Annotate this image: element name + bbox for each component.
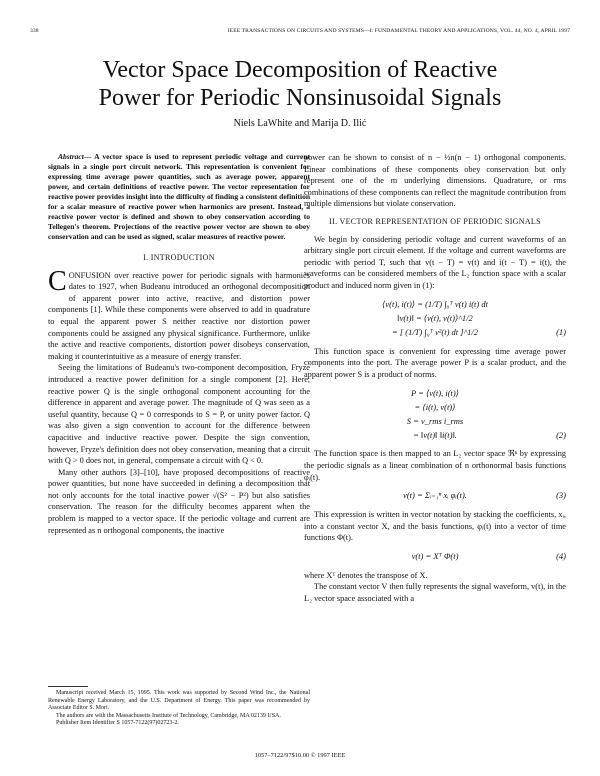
right-paragraph-6: where Xᵀ denotes the transpose of X. (304, 570, 428, 580)
eq2-line4 (304, 428, 566, 442)
eq4-number: (4) (556, 551, 566, 562)
eq2-line3: S = v_rms i_rms (406, 415, 464, 426)
running-header (30, 28, 570, 38)
paper-title (0, 56, 600, 112)
intro-paragraph-3: Many other authors [3]–[10], have proposed decompositions of reactive power quantities, but none have succeeded in defining a decomposition that not only accounts for the total inactive power √(S² − P²) but also satisfies conservation. The reason for the difficulty becomes apparent when the problem is mapped to a vector space. If the periodic voltage and current are represented as n orthogonal components, the inactive (48, 467, 310, 535)
running-title: IEEE TRANSACTIONS ON CIRCUITS AND SYSTEMS—I: FUNDAMENTAL THEORY AND APPLICATIONS, VOL. 44, NO. 4, APRIL 1997 (227, 28, 570, 34)
footnote-rule (48, 686, 88, 687)
right-paragraph-7: The constant vector V then fully represents the signal waveform, v(t), in the L₂ vector space associated with a (304, 582, 566, 604)
page-number: 338 (30, 28, 39, 34)
right-column (304, 152, 566, 605)
right-paragraph-5: This expression is written in vector notation by stacking the coefficients, xᵢ, into a constant vector X, and the basis functions, φᵢ(t) into a vector of time functions Φ(t). (304, 510, 566, 543)
title-line-2: Power for Periodic Nonsinusoidal Signals (98, 85, 502, 111)
section-2-heading: II. VECTOR REPRESENTATION OF PERIODIC SIGNALS (329, 216, 541, 226)
footnote-1: Manuscript received March 15, 1995. This work was supported by Second Wind Inc., the National Renewable Energy Laboratory, and the U.S. Department of Energy. This paper was recommended by Associate Editor S. Mori. (48, 690, 310, 712)
title-line-1: Vector Space Decomposition of Reactive (102, 57, 498, 83)
authors: Niels LaWhite and Marija D. Ilić (233, 118, 367, 129)
intro-paragraph-1 (48, 265, 310, 363)
footnotes (48, 690, 310, 728)
footnote-3: Publisher Item Identifier S 1057-7122(97)02723-2. (56, 720, 179, 727)
eq4-text: v(t) = Xᵀ Φ(t) (411, 551, 459, 562)
eq1-line3 (304, 326, 566, 340)
eq1-line2: ‖v(t)‖ = ⟨v(t), v(t)⟩^1/2 (397, 312, 473, 323)
abstract-label: Abstract— (58, 152, 92, 161)
equation-4 (304, 550, 566, 564)
eq2-line1: P = ⟨v(t), i(t)⟩ (410, 387, 460, 398)
eq3-text: v(t) = Σᵢ₌₁ⁿ xᵢ φᵢ(t). (403, 490, 467, 501)
right-paragraph-2: We begin by considering periodic voltage and current waveforms of an arbitrary single port circuit element. If the voltage and current waveforms are periodic with period T, such that v(t − T) = v(t) and i(t − T) = i(t), the waveforms can be considered members of the L₂ function space with a scalar product and induced norm given in (1): (304, 234, 566, 290)
left-column (48, 152, 310, 536)
footnote-2: The authors are with the Massachusetts Institute of Technology, Cambridge, MA 02139 USA. (56, 712, 281, 719)
eq1-number: (1) (556, 326, 566, 337)
eq2-line2: = ⟨i(t), v(t)⟩ (414, 401, 456, 412)
equation-2 (304, 386, 566, 442)
drop-cap: C (48, 265, 67, 297)
intro-paragraph-2: Seeing the limitations of Budeanu's two-component decomposition, Fryze introduced a reactive power definition for a single component [2]. Here, reactive power Q is the single orthogonal component accounting for the difference in apparent and average power. The magnitude of Q was seen as a useful quantity, because Q = 0 corresponds to S = P, or unity power factor. Q was also given a sign convention to account for the difference between capacitive and inductive reactive power. Despite the sign convention, however, Fryze's definition does not obey conservation, meaning that a circuit with Q > 0 does not, in general, compensate a circuit with Q < 0. (48, 363, 310, 466)
abstract-text: A vector space is used to represent periodic voltage and current signals in a single port circuit network. This representation is convenient for expressing time average power quantities, such as average power, apparent power, and certain definitions of reactive power. The vector representation for reactive power provides insight into the difficulty of finding a consistent definition for a scalar measure of reactive power when harmonics are present. Instead, a reactive power vector is defined and shown to obey conservation according to Tellegen's theorem. Projections of the reactive power vector are shown to obey conservation and can be used as signed, scalar measures of reactive power. (48, 152, 310, 241)
eq1-line3-text: = [ (1/T) ∫₀ᵀ v²(t) dt ]^1/2 (391, 326, 479, 337)
eq3-number: (3) (556, 490, 566, 501)
eq2-line4-text: = ‖v(t)‖ ‖i(t)‖. (413, 429, 457, 440)
intro-p1-text: ONFUSION over reactive power for periodic signals with harmonics dates to 1927, when Budeanu introduced an orthogonal decomposition of apparent power into active, reactive, and distortion power components [1]. While these components were observed to add in quadrature to equal the apparent power S neither reactive nor distortion power components could be assigned any physical significance. Furthermore, unlike the active and reactive components, distortion power disobeys conservation, making it counterintuitive as a measure of energy transfer. (48, 270, 310, 361)
right-paragraph-1: power can be shown to consist of n − ½n(n − 1) orthogonal components. Linear combinations of these components obey conservation but only represent one of the m underlying dimensions. Quadrature, or rms combinations of these components can reflect the magnitude contribution from multiple dimensions but violate conservation. (304, 153, 566, 209)
equation-3 (304, 489, 566, 503)
eq2-number: (2) (556, 429, 566, 440)
copyright-line: 1057–7122/97$10.00 © 1997 IEEE (254, 752, 346, 759)
right-paragraph-4: The function space is then mapped to an L₂ vector space ℜⁿ by expressing the periodic signals as a linear combination of n orthonormal basis functions φᵢ(t). (304, 449, 566, 482)
eq1-line1: ⟨v(t), i(t)⟩ = (1/T) ∫₀ᵀ v(t) i(t) dt (382, 298, 488, 309)
section-1-heading: I. INTRODUCTION (143, 253, 215, 262)
right-paragraph-3: This function space is convenient for expressing time average power components into the port. The average power P is a scalar product, and the apparent power S is a product of norms. (304, 346, 566, 379)
abstract (48, 152, 310, 242)
equation-1 (304, 298, 566, 340)
eq4-line (304, 550, 566, 564)
eq3-line (304, 489, 566, 503)
